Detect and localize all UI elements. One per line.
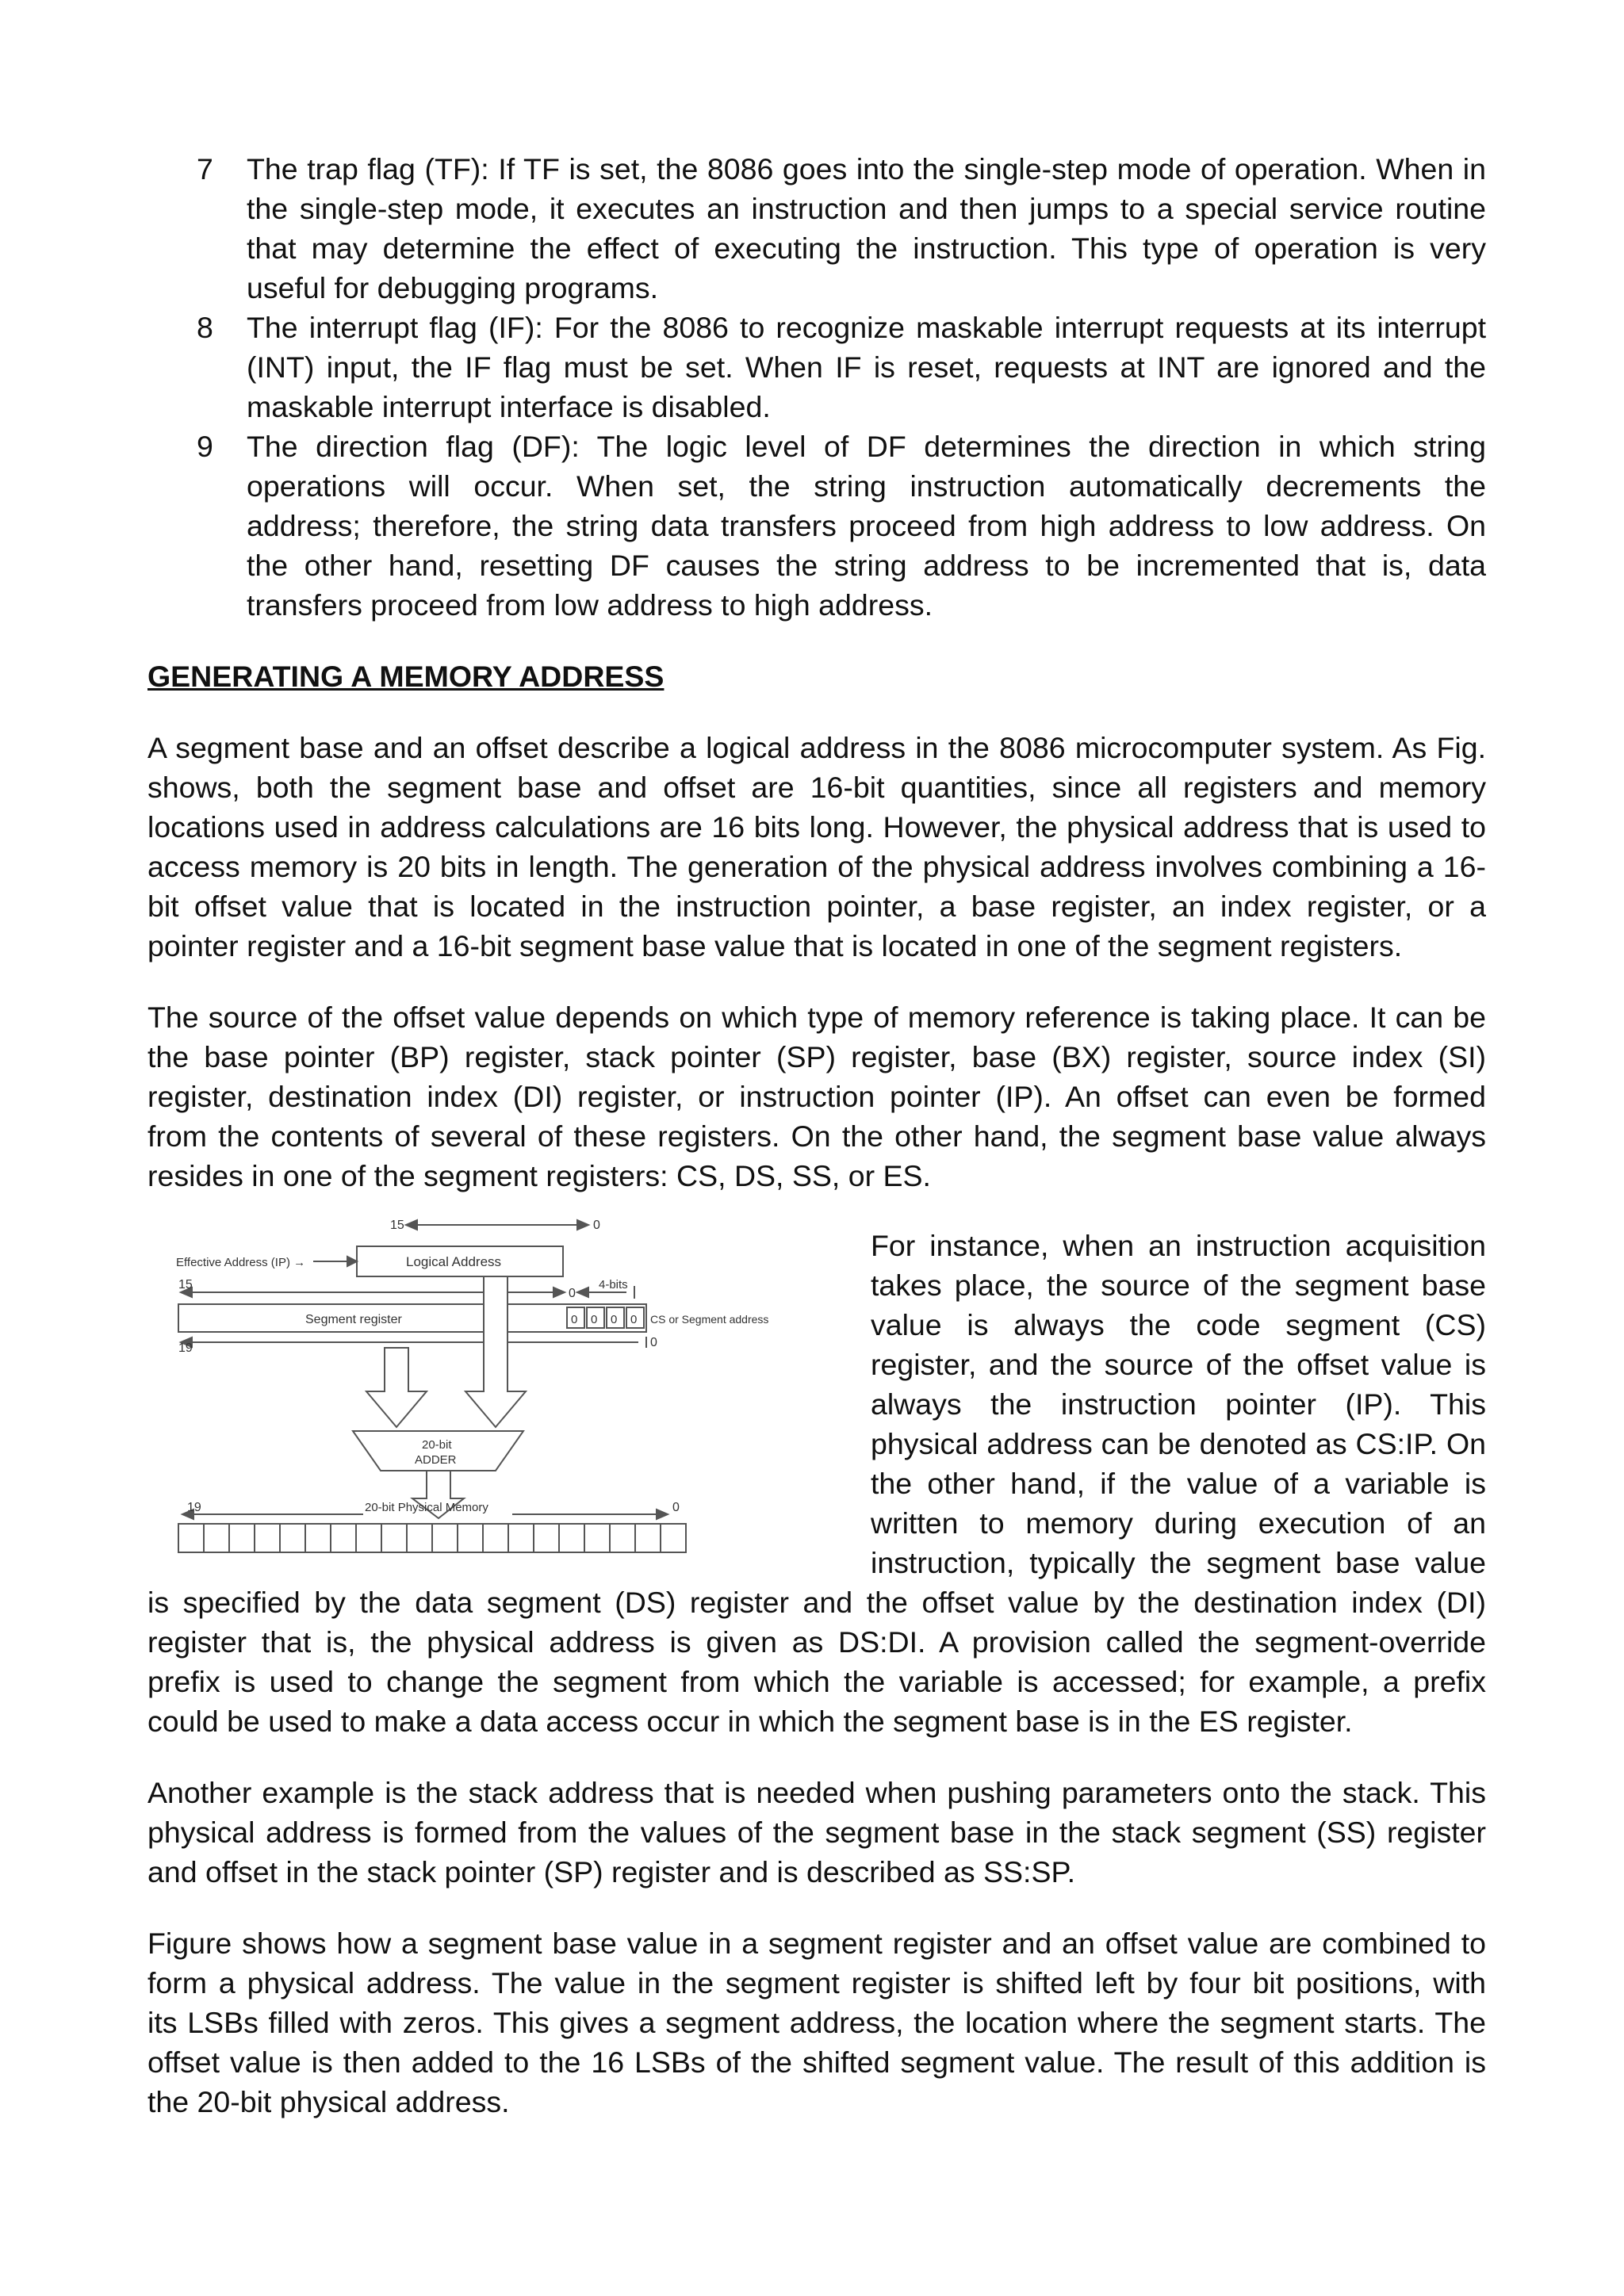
list-number: 8: [197, 311, 213, 344]
paragraph-line: A segment base and an offset describe a logical address in the 8086 microcomputer system. As Fig.: [147, 731, 1486, 764]
adder-label: ADDER: [415, 1453, 457, 1467]
list-line: address; therefore, the string data transfers proceed from high address to low address. On: [247, 509, 1486, 542]
bit-label: 19: [178, 1341, 193, 1355]
zero-bit: 0: [630, 1313, 638, 1326]
paragraph-line: register, destination index (DI) register, or instruction pointer (IP). An offset can even be formed: [147, 1080, 1486, 1113]
list-line: useful for debugging programs.: [247, 271, 659, 304]
paragraph-line: the 20-bit physical address.: [147, 2085, 510, 2118]
paragraph-line: physical address can be denoted as CS:IP. On: [871, 1427, 1486, 1460]
four-bits-label: 4-bits: [599, 1278, 628, 1292]
list-line: The trap flag (TF): If TF is set, the 8086 goes into the single-step mode of operation. When in: [247, 152, 1486, 186]
paragraph-line: register, and the source of the offset value is: [871, 1348, 1486, 1381]
segment-register-label: Segment register: [305, 1313, 402, 1326]
segment-down-arrow: [366, 1348, 427, 1427]
paragraph-line: takes place, the source of the segment base: [871, 1269, 1486, 1302]
paragraph-line: and offset in the stack pointer (SP) register and is described as SS:SP.: [147, 1855, 1076, 1888]
paragraph-line: Another example is the stack address that is needed when pushing parameters onto the stack. This: [147, 1776, 1486, 1809]
paragraph-line: The source of the offset value depends on which type of memory reference is taking place. It can be: [147, 1001, 1486, 1034]
paragraph-line: value is always the code segment (CS): [871, 1308, 1486, 1341]
list-number: 7: [197, 152, 213, 186]
bit-label: 0: [650, 1336, 657, 1349]
paragraph-line: access memory is 20 bits in length. The generation of the physical address involves combining a 16-: [147, 850, 1486, 883]
paragraph-line: form a physical address. The value in the segment register is shifted left by four bit positions, with: [147, 1966, 1486, 1999]
paragraph-line: physical address is formed from the values of the segment base in the stack segment (SS) register: [147, 1816, 1486, 1849]
bit-label: 0: [593, 1219, 600, 1232]
list-line: transfers proceed from low address to high address.: [247, 588, 933, 622]
offset-down-arrow: [465, 1276, 526, 1427]
bit-label: 19: [187, 1501, 201, 1514]
address-generation-diagram: [174, 1213, 864, 1566]
paragraph-line: pointer register and a 16-bit segment base value that is located in one of the segment registers.: [147, 929, 1403, 962]
list-line: the single-step mode, it executes an instruction and then jumps to a special service routine: [247, 192, 1486, 225]
list-line: that may determine the effect of executing the instruction. This type of operation is very: [247, 232, 1486, 265]
list-line: the other hand, resetting DF causes the string address to be incremented that is, data: [247, 549, 1486, 582]
list-line: operations will occur. When set, the string instruction automatically decrements the: [247, 469, 1486, 503]
paragraph-line: Figure shows how a segment base value in a segment register and an offset value are combined to: [147, 1927, 1486, 1960]
list-line: (INT) input, the IF flag must be set. When IF is reset, requests at INT are ignored and the: [247, 350, 1486, 384]
paragraph-line: from the contents of several of these registers. On the other hand, the segment base value always: [147, 1119, 1486, 1153]
paragraph-line: prefix is used to change the segment from which the variable is accessed; for example, a prefix: [147, 1665, 1486, 1698]
logical-address-label: Logical Address: [406, 1254, 502, 1269]
paragraph-line: is specified by the data segment (DS) register and the offset value by the destination index (DI): [147, 1586, 1486, 1619]
paragraph-line: always the instruction pointer (IP). This: [871, 1387, 1486, 1421]
list-line: The interrupt flag (IF): For the 8086 to recognize maskable interrupt requests at its interrupt: [247, 311, 1486, 344]
paragraph-line: register that is, the physical address is given as DS:DI. A provision called the segment-override: [147, 1625, 1486, 1659]
paragraph-line: its LSBs filled with zeros. This gives a segment address, the location where the segment starts. The: [147, 2006, 1486, 2039]
list-line: The direction flag (DF): The logic level of DF determines the direction in which string: [247, 430, 1486, 463]
zero-bit: 0: [591, 1313, 598, 1326]
paragraph-line: resides in one of the segment registers: CS, DS, SS, or ES.: [147, 1159, 931, 1192]
bit-label: 15: [390, 1219, 404, 1232]
paragraph-line: the other hand, if the value of a variable is: [871, 1467, 1486, 1500]
address-generation-figure: [174, 1213, 864, 1566]
bit-label: 15: [178, 1278, 193, 1292]
bit-label: 0: [672, 1501, 680, 1514]
paragraph-line: shows, both the segment base and offset are 16-bit quantities, since all registers and memory: [147, 771, 1486, 804]
zero-bit: 0: [611, 1313, 618, 1326]
effective-address-label: Effective Address (IP) →: [176, 1256, 306, 1269]
section-heading: GENERATING A MEMORY ADDRESS: [147, 660, 665, 693]
list-line: maskable interrupt interface is disabled.: [247, 390, 771, 423]
paragraph-line: locations used in address calculations are 16 bits long. However, the physical address that is used to: [147, 810, 1486, 844]
bit-label: 0: [569, 1287, 576, 1300]
zero-bit: 0: [571, 1313, 578, 1326]
paragraph-line: bit offset value that is located in the instruction pointer, a base register, an index register, or a: [147, 890, 1486, 923]
paragraph-line: For instance, when an instruction acquisition: [871, 1229, 1486, 1262]
paragraph-line: instruction, typically the segment base value: [871, 1546, 1486, 1579]
physical-memory-label: 20-bit Physical Memory: [365, 1501, 488, 1514]
paragraph-line: could be used to make a data access occur in which the segment base is in the ES register.: [147, 1705, 1353, 1738]
list-number: 9: [197, 430, 213, 463]
adder-label: 20-bit: [422, 1438, 452, 1452]
paragraph-line: offset value is then added to the 16 LSBs of the shifted segment value. The result of this addition is: [147, 2045, 1486, 2079]
cs-segment-address-label: CS or Segment address: [650, 1313, 769, 1326]
paragraph-line: the base pointer (BP) register, stack pointer (SP) register, base (BX) register, source index (SI): [147, 1040, 1486, 1073]
paragraph-line: written to memory during execution of an: [871, 1506, 1486, 1540]
